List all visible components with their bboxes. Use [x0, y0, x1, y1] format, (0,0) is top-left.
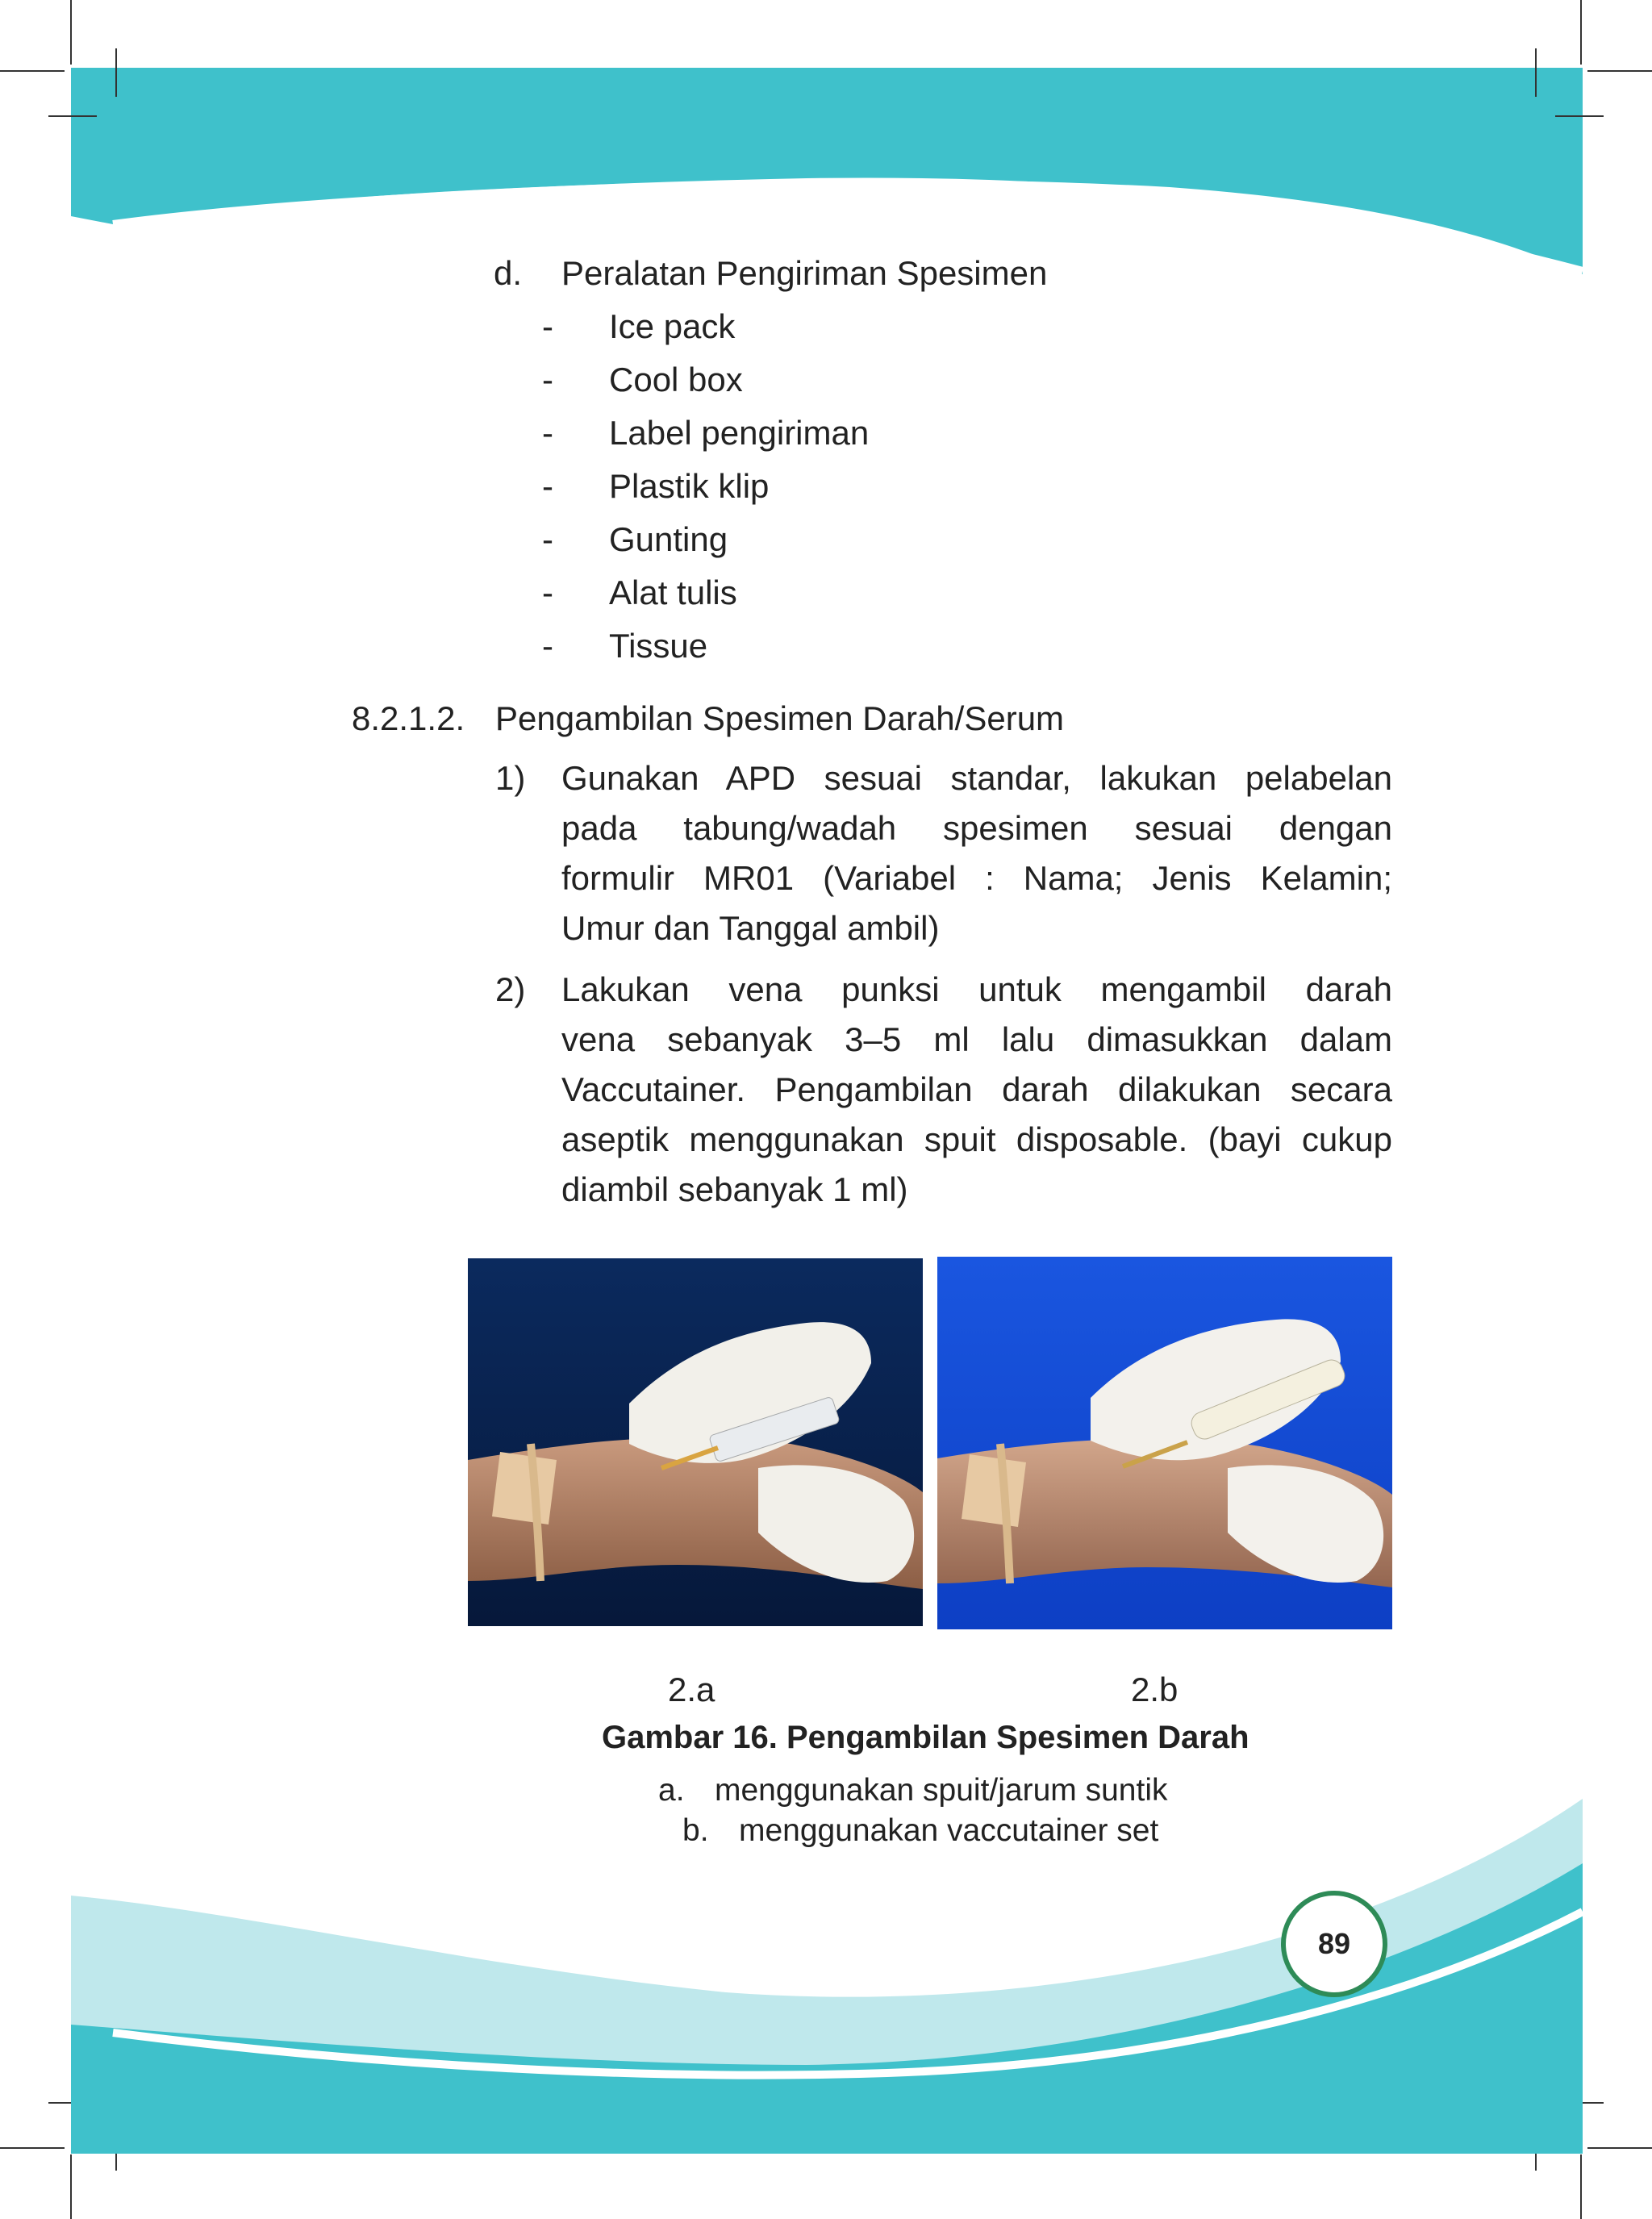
caption-a-text: menggunakan spuit/jarum suntik — [715, 1773, 1168, 1808]
step-2-marker: 2) — [495, 970, 526, 1008]
dash-bullet: - — [542, 414, 553, 452]
photo-syringe-draw — [468, 1258, 923, 1626]
list-item: Plastik klip — [609, 467, 770, 505]
step-2-line: vena sebanyak 3–5 ml lalu dimasukkan dalam — [561, 1020, 1392, 1058]
figure-label-b: 2.b — [1131, 1671, 1179, 1708]
list-item: Alat tulis — [609, 574, 737, 611]
caption-a-marker: a. — [658, 1773, 685, 1808]
page-number: 89 — [1317, 1927, 1351, 1960]
dash-bullet: - — [542, 361, 553, 398]
caption-b-marker: b. — [682, 1813, 709, 1848]
step-2-text — [561, 965, 1392, 1215]
step-1-line: formulir MR01 (Variabel : Nama; Jenis Kelamin; — [561, 859, 1392, 897]
page-number-badge — [1281, 1891, 1387, 1997]
dash-bullet: - — [542, 307, 553, 345]
dash-bullet: - — [542, 467, 553, 505]
step-1-text — [561, 753, 1392, 953]
section-d-title: Peralatan Pengiriman Spesimen — [561, 254, 1048, 292]
step-1-line: Umur dan Tanggal ambil) — [561, 909, 940, 947]
list-item: Ice pack — [609, 307, 736, 345]
figure-title: Gambar 16. Pengambilan Spesimen Darah — [602, 1720, 1249, 1755]
figure-label-a: 2.a — [668, 1671, 715, 1708]
step-1-line: pada tabung/wadah spesimen sesuai dengan — [561, 809, 1392, 847]
step-2-line: diambil sebanyak 1 ml) — [561, 1170, 908, 1208]
caption-b-text: menggunakan vaccutainer set — [739, 1813, 1159, 1848]
list-item: Tissue — [609, 627, 708, 665]
dash-bullet: - — [542, 574, 553, 611]
section-d-marker: d. — [494, 254, 523, 292]
list-item: Label pengiriman — [609, 414, 870, 452]
step-1-line: Gunakan APD sesuai standar, lakukan pelabelan — [561, 759, 1392, 797]
section-title: Pengambilan Spesimen Darah/Serum — [495, 699, 1065, 737]
photo-vaccutainer-draw — [937, 1257, 1392, 1629]
list-item: Gunting — [609, 520, 728, 558]
list-item: Cool box — [609, 361, 743, 398]
step-2-line: Lakukan vena punksi untuk mengambil darah — [561, 970, 1392, 1008]
step-2-line: aseptik menggunakan spuit disposable. (bayi cukup — [561, 1120, 1392, 1158]
dash-bullet: - — [542, 627, 553, 665]
step-2-line: Vaccutainer. Pengambilan darah dilakukan secara — [561, 1070, 1392, 1108]
footer-wave — [0, 1758, 1652, 2162]
dash-bullet: - — [542, 520, 553, 558]
step-1-marker: 1) — [495, 759, 526, 797]
section-number: 8.2.1.2. — [352, 699, 465, 737]
